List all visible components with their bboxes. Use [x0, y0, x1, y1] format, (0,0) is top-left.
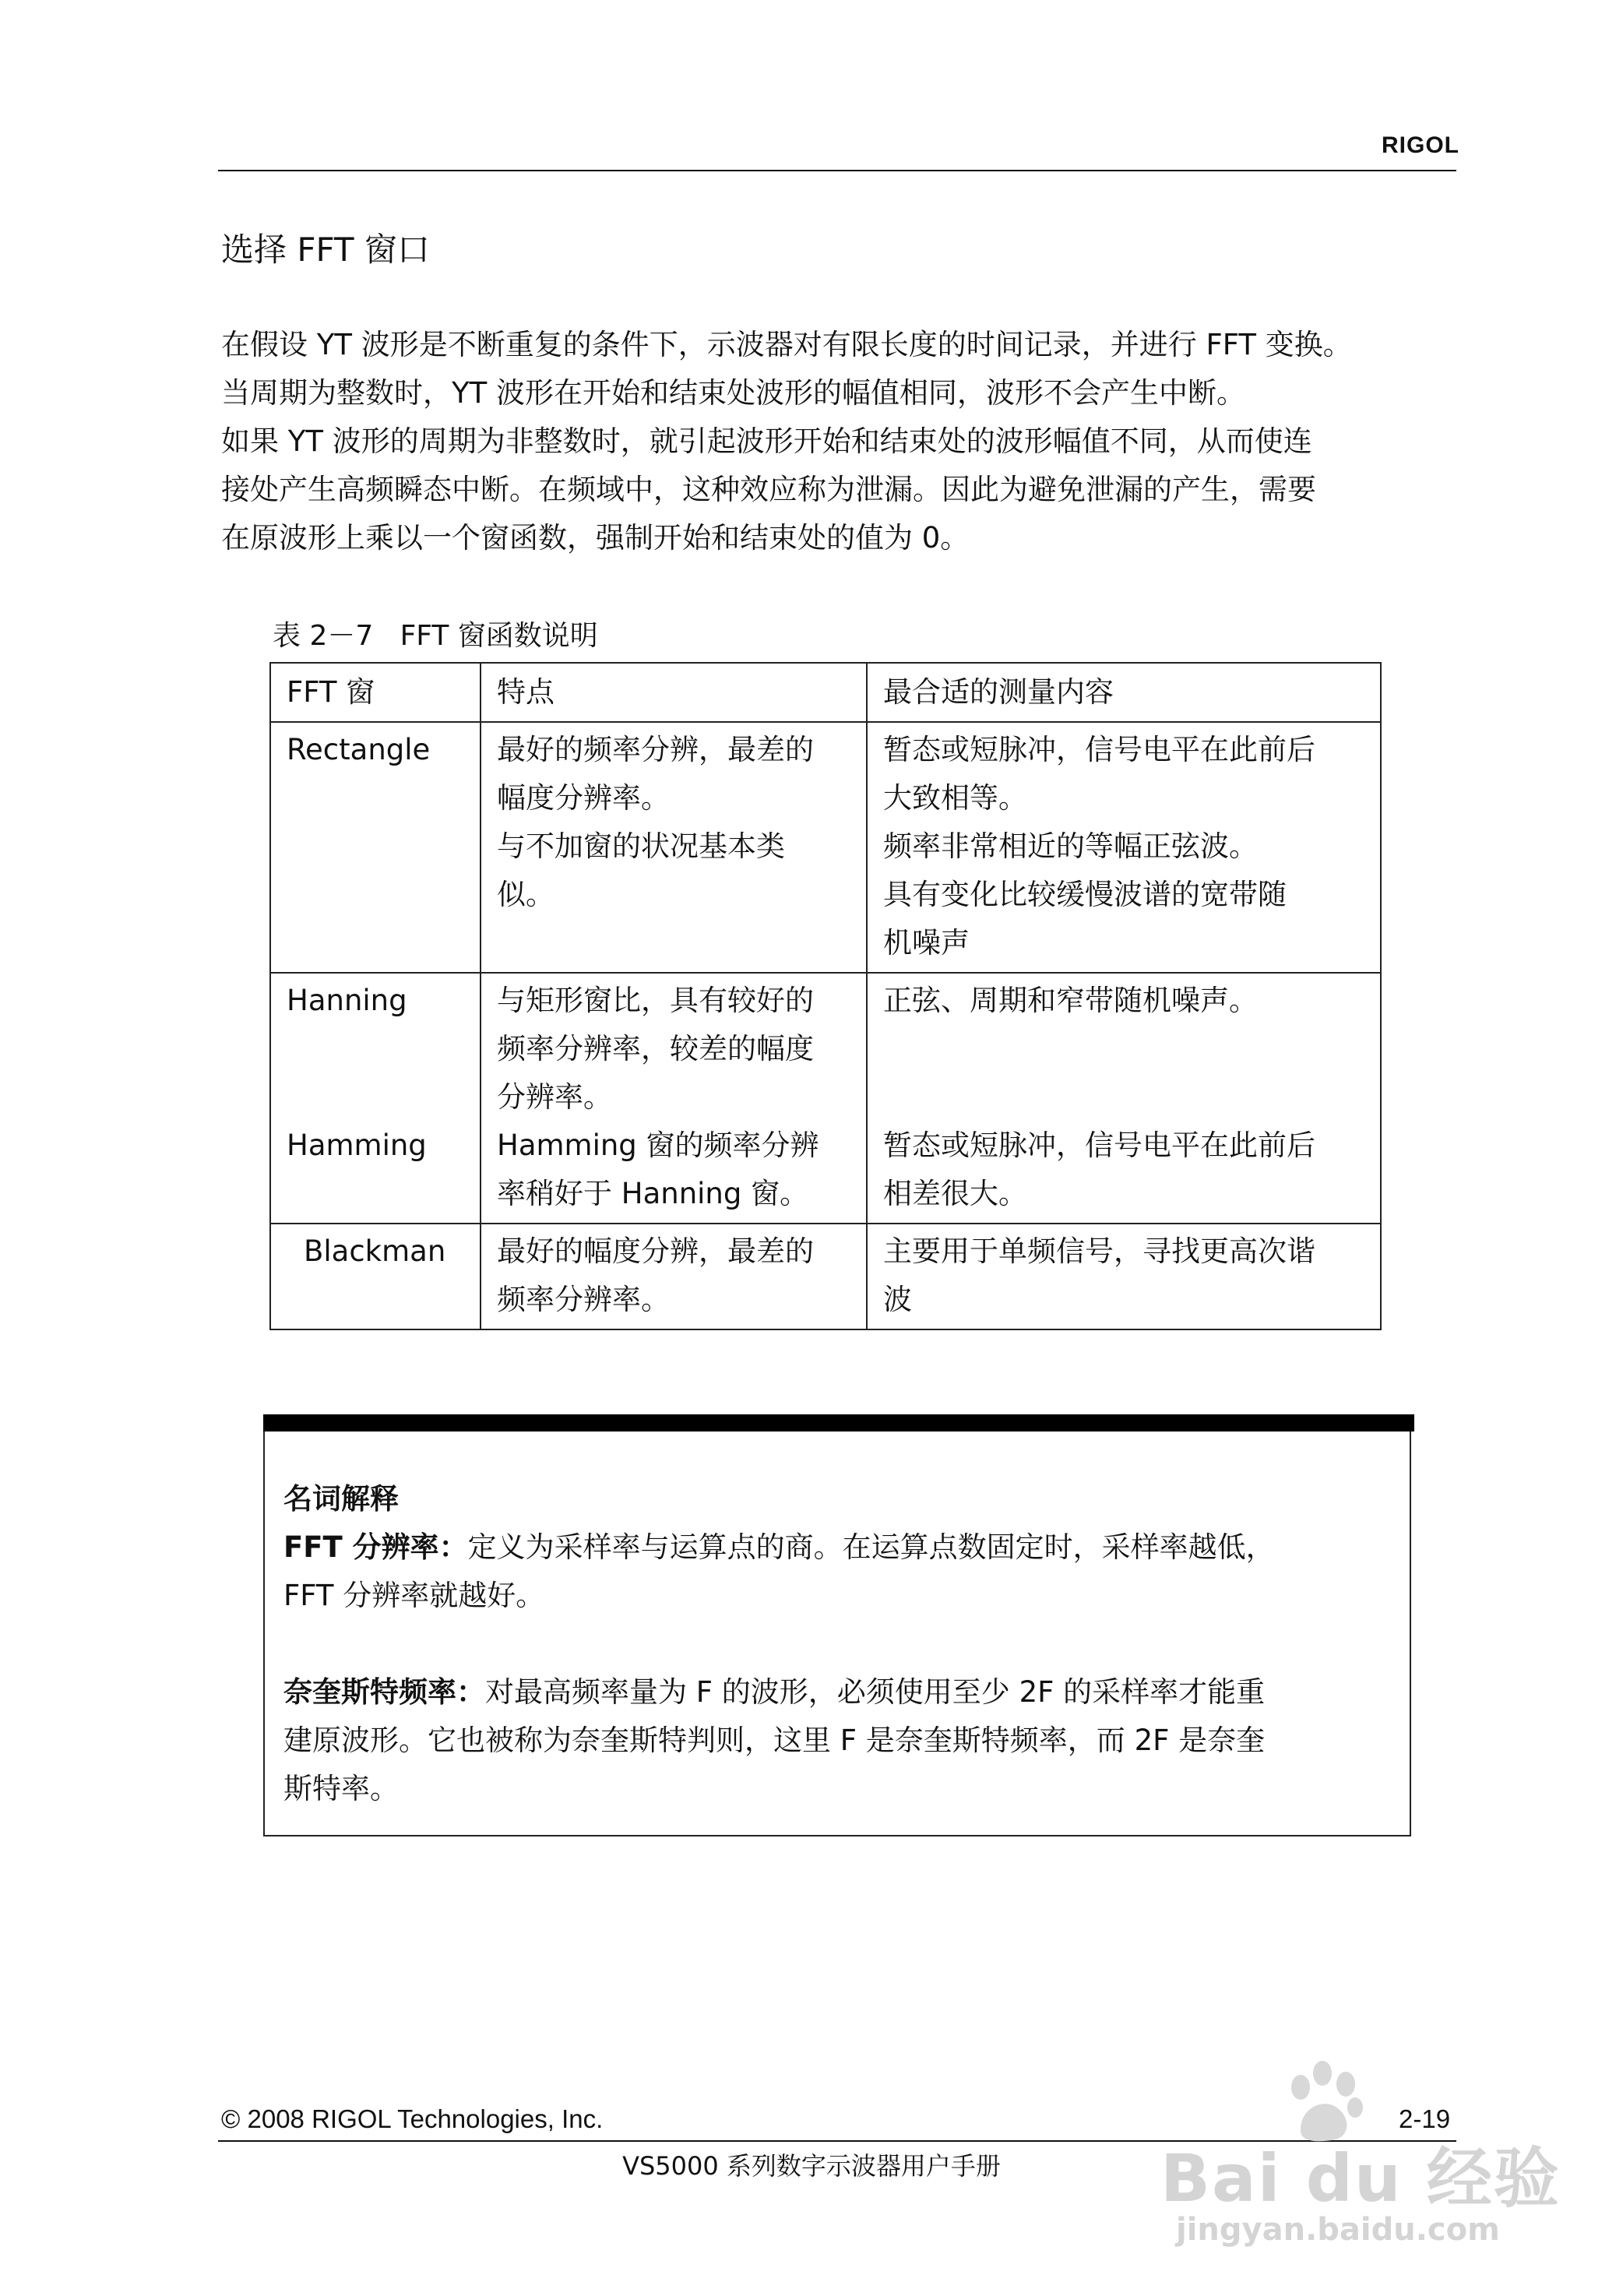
body-line: 在原波形上乘以一个窗函数，强制开始和结束处的值为 0。 [221, 521, 970, 555]
window-name-hanning: Hanning [287, 984, 407, 1017]
fft-window-table [269, 662, 1382, 1330]
feature-line: 最好的频率分辨，最差的 [497, 733, 814, 766]
glossary-heading: 名词解释 [283, 1482, 399, 1516]
table-row [270, 722, 1381, 973]
watermark-logo: Bai du 经验 [1160, 2140, 1561, 2217]
header-rule [218, 170, 1456, 171]
feature-line: 频率分辨率。 [497, 1283, 670, 1316]
glossary-content [283, 1475, 1397, 1813]
feature-line: 与矩形窗比，具有较好的 [497, 984, 814, 1017]
spacer [287, 1073, 464, 1122]
window-features [481, 973, 867, 1224]
header-usage: 最合适的测量内容 [867, 663, 1381, 722]
table-header-row [270, 663, 1381, 722]
window-features [481, 1224, 867, 1329]
feature-line: Hamming 窗的频率分辨 [497, 1129, 819, 1162]
feature-line: 与不加窗的状况基本类 [497, 829, 785, 863]
usage-line: 暂态或短脉冲，信号电平在此前后 [883, 733, 1315, 766]
feature-line: 最好的幅度分辨，最差的 [497, 1234, 814, 1268]
usage-line: 大致相等。 [883, 781, 1027, 815]
glossary-top-bar [263, 1414, 1414, 1431]
feature-line: 分辨率。 [497, 1080, 612, 1114]
glossary-def: 定义为采样率与运算点的商。在运算点数固定时，采样率越低， [467, 1530, 1275, 1564]
watermark-url: jingyan.baidu.com [1176, 2212, 1500, 2248]
glossary-def-line: FFT 分辨率就越好。 [283, 1579, 545, 1612]
usage-line: 频率非常相近的等幅正弦波。 [883, 829, 1258, 863]
feature-line: 频率分辨率，较差的幅度 [497, 1032, 814, 1065]
window-usage [867, 973, 1381, 1224]
feature-line: 率稍好于 Hanning 窗。 [497, 1177, 809, 1210]
header-brand: RIGOL [1382, 132, 1459, 158]
usage-line: 正弦、周期和窄带随机噪声。 [883, 984, 1258, 1017]
window-features [481, 722, 867, 973]
table-row [270, 1224, 1381, 1329]
feature-line: 似。 [497, 878, 554, 911]
window-name: Rectangle [270, 722, 481, 973]
window-name [270, 973, 481, 1224]
body-line: 在假设 YT 波形是不断重复的条件下，示波器对有限长度的时间记录，并进行 FFT 变换。 [221, 328, 1352, 361]
footer-page-number: 2-19 [1399, 2104, 1451, 2133]
glossary-fft-line [283, 1523, 1397, 1572]
window-usage [867, 722, 1381, 973]
glossary-def-line: 建原波形。它也被称为奈奎斯特判则，这里 F 是奈奎斯特频率，而 2F 是奈奎 [283, 1724, 1266, 1757]
body-line: 如果 YT 波形的周期为非整数时，就引起波形开始和结束处的波形幅值不同，从而使连 [221, 424, 1312, 458]
glossary-term-fft: FFT 分辨率： [283, 1530, 468, 1564]
baidu-watermark [1160, 2056, 1561, 2259]
glossary-def: 对最高频率量为 F 的波形，必须使用至少 2F 的采样率才能重 [485, 1675, 1266, 1709]
spacer [883, 1025, 1364, 1073]
spacer [283, 1620, 1397, 1668]
usage-line: 具有变化比较缓慢波谱的宽带随 [883, 878, 1287, 911]
usage-line: 波 [883, 1283, 912, 1316]
glossary-def-line: 斯特率。 [283, 1772, 399, 1805]
usage-line: 主要用于单频信号，寻找更高次谐 [883, 1234, 1315, 1268]
window-name [270, 1224, 481, 1329]
usage-line: 机噪声 [883, 926, 970, 960]
footer-copyright: © 2008 RIGOL Technologies, Inc. [221, 2104, 604, 2133]
window-usage [867, 1224, 1381, 1329]
glossary-box [263, 1414, 1411, 1836]
footer-manual-title: VS5000 系列数字示波器用户手册 [622, 2151, 1001, 2181]
usage-line: 暂态或短脉冲，信号电平在此前后 [883, 1129, 1315, 1162]
section-title: 选择 FFT 窗口 [221, 231, 430, 269]
glossary-term-nyquist: 奈奎斯特频率： [283, 1675, 485, 1709]
window-name-hamming: Hamming [287, 1129, 427, 1162]
window-name-blackman: Blackman [304, 1234, 446, 1268]
body-paragraph [221, 321, 1467, 562]
body-line: 接处产生高频瞬态中断。在频域中，这种效应称为泄漏。因此为避免泄漏的产生，需要 [221, 473, 1316, 506]
feature-line: 幅度分辨率。 [497, 781, 670, 815]
body-line: 当周期为整数时，YT 波形在开始和结束处波形的幅值相同，波形不会产生中断。 [221, 376, 1245, 410]
header-window: FFT 窗 [270, 663, 481, 722]
usage-line: 相差很大。 [883, 1177, 1027, 1210]
glossary-nyquist-line [283, 1668, 1397, 1717]
spacer [883, 1073, 1364, 1122]
header-features: 特点 [481, 663, 867, 722]
table-row [270, 973, 1381, 1224]
spacer [287, 1025, 464, 1073]
table-caption: 表 2－7 FFT 窗函数说明 [273, 620, 598, 652]
